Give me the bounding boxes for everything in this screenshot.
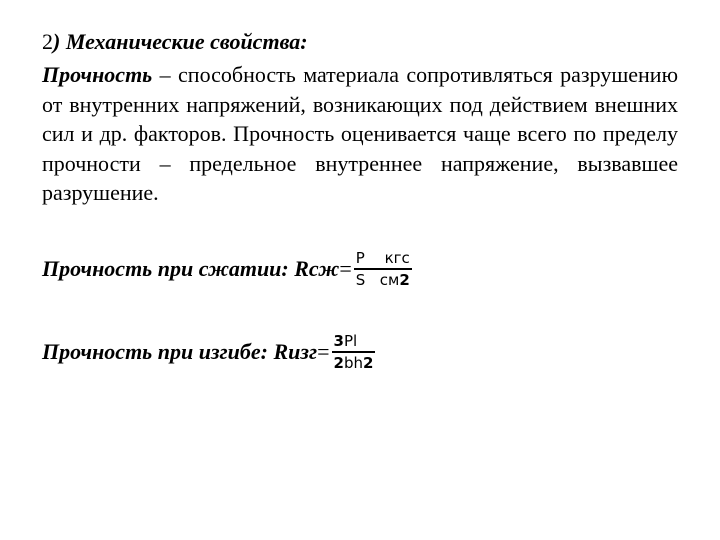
bending-formula-label: Прочность при изгибе: Rизг	[42, 339, 318, 364]
numerator-unit: кгс	[384, 249, 410, 268]
denominator-unit: см	[379, 270, 400, 289]
definition-term: Прочность	[42, 62, 153, 87]
section-heading	[42, 28, 308, 56]
denominator-coefficient: 2	[333, 353, 344, 372]
bending-fraction	[332, 331, 376, 373]
fraction-denominator	[354, 270, 412, 290]
fraction-numerator	[332, 331, 376, 351]
compression-strength-formula	[42, 244, 412, 294]
section-number: 2	[42, 29, 53, 54]
fraction-denominator	[332, 353, 376, 373]
definition-paragraph	[42, 60, 678, 208]
denominator-symbol: bh	[343, 353, 363, 372]
equals-sign: =	[317, 339, 330, 364]
bending-strength-formula	[42, 327, 375, 377]
denominator-exponent: 2	[362, 353, 374, 372]
denominator-unit-exponent: 2	[399, 270, 410, 289]
numerator-coefficient: 3	[333, 332, 344, 351]
numerator-symbol: Pl	[343, 332, 358, 351]
section-title: ) Механические свойства:	[53, 29, 308, 54]
compression-formula-label: Прочность при сжатии: Rсж	[42, 256, 340, 281]
numerator-symbol: P	[355, 249, 365, 268]
compression-fraction	[354, 248, 412, 290]
denominator-unit-wrap	[380, 270, 410, 290]
fraction-numerator	[354, 248, 412, 268]
denominator-symbol: S	[355, 270, 366, 289]
definition-text: – способность материала сопротивляться разрушению от внутренних напряжений, возникающих под действием внешних сил и др. факторов. Прочность оценивается чаще всего по пределу прочности – предельное внутреннее напряжение, вызвавшее разрушение.	[42, 62, 678, 205]
equals-sign: =	[339, 256, 352, 281]
